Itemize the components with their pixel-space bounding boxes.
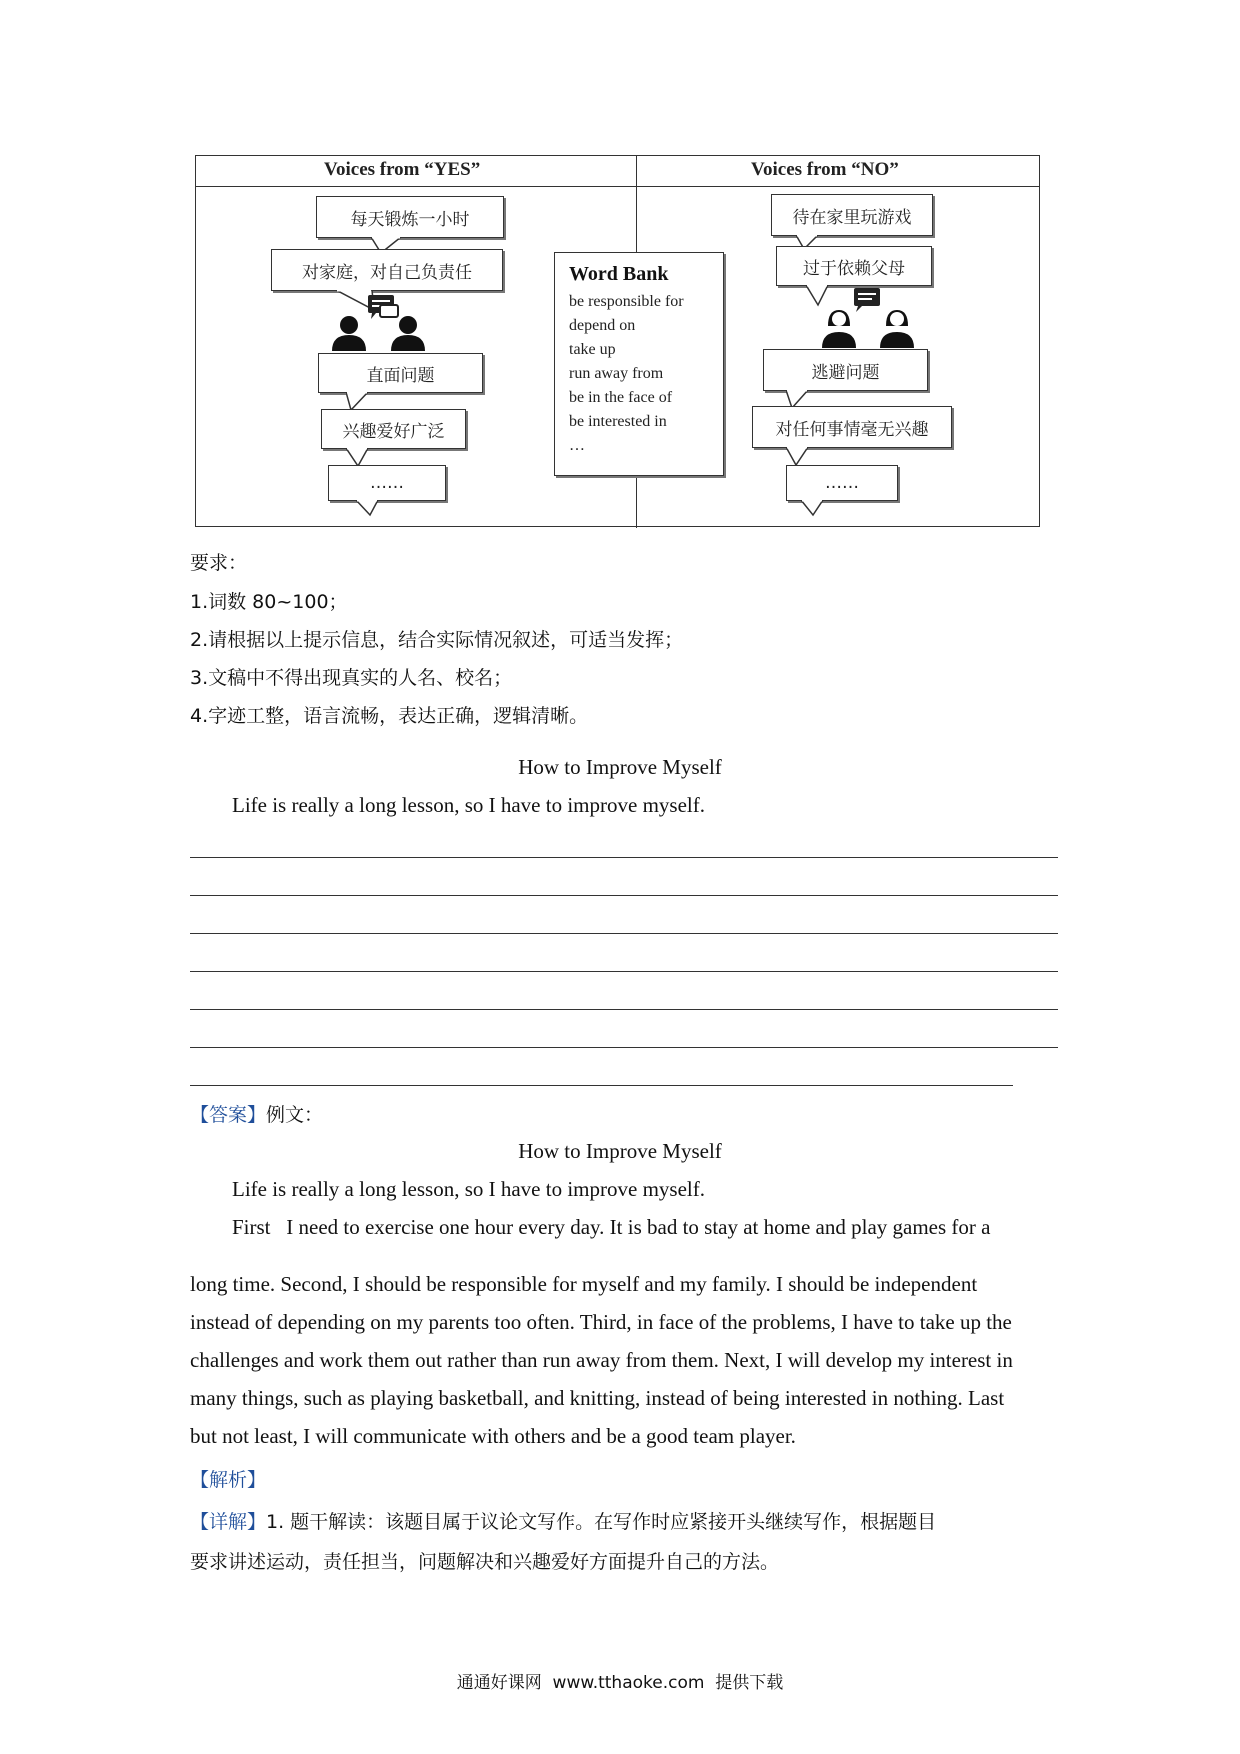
answer-label-row [190,1100,323,1127]
requirements-heading: 要求： [190,552,248,574]
requirement-item: 4.字迹工整，语言流畅，表达正确，逻辑清晰。 [190,705,589,727]
word-bank [554,252,724,476]
requirement-item: 3.文稿中不得出现真实的人名、校名； [190,667,513,689]
writing-line [190,857,1058,858]
page-footer: 通通好课网 www.tthaoke.com 提供下载 [456,1673,784,1693]
answer-label-suffix: 例文： [266,1104,324,1126]
writing-line [190,1009,1058,1010]
detail-text-line1: 1. 题干解读：该题目属于议论文写作。在写作时应紧接开头继续写作，根据题目 [266,1511,937,1533]
word-bank-title: Word Bank [569,263,669,285]
writing-line [190,933,1058,934]
writing-line [190,971,1058,972]
writing-line [190,1085,1013,1086]
answer-title: How to Improve Myself [518,1139,722,1163]
no-bubble-tail [786,447,816,467]
answer-line: First I need to exercise one hour every day. It is bad to stay at home and play games for a [232,1215,991,1239]
word-bank-item: take up [569,341,616,358]
yes-bubble-hobbies: 兴趣爱好广泛 [321,409,466,449]
detail-label: 【详解】 [190,1511,267,1533]
analysis-label: 【解析】 [190,1469,267,1491]
talking-people-icon [316,293,436,355]
answer-line: instead of depending on my parents too often. Third, in face of the problems, I have to take up the [190,1310,1012,1334]
no-bubble-no-interest: 对任何事情毫无兴趣 [752,406,952,448]
detail-text-line2: 要求讲述运动，责任担当，问题解决和兴趣爱好方面提升自己的方法。 [190,1551,780,1573]
answer-line: challenges and work them out rather than run away from them. Next, I will develop my interest in [190,1348,1013,1372]
no-column-header: Voices from “NO” [751,159,899,180]
answer-label: 【答案】 [190,1104,267,1126]
analysis-detail-row [190,1507,936,1534]
yes-bubble-more: …… [328,465,446,501]
no-bubble-more: …… [786,465,898,501]
answer-line: but not least, I will communicate with others and be a good team player. [190,1424,796,1448]
requirement-item: 1.词数 80~100； [190,591,348,613]
figure-center-divider-top [636,156,637,252]
yes-bubble-exercise: 每天锻炼一小时 [316,196,504,238]
answer-line: Life is really a long lesson, so I have to improve myself. [232,1177,705,1201]
word-bank-item: be in the face of [569,389,673,406]
word-bank-item: … [569,437,585,454]
no-bubble-avoid-problems: 逃避问题 [763,349,928,391]
no-bubble-play-games: 待在家里玩游戏 [771,194,933,236]
yes-bubble-responsible: 对家庭，对自己负责任 [271,249,503,291]
voices-figure [195,155,1040,527]
talking-women-icon [806,286,926,350]
prompt-opening-sentence: Life is really a long lesson, so I have to improve myself. [232,793,705,817]
prompt-title: How to Improve Myself [518,755,722,779]
yes-column-header: Voices from “YES” [324,159,481,180]
figure-center-divider-bottom [636,476,637,528]
requirement-item: 2.请根据以上提示信息，结合实际情况叙述，可适当发挥； [190,629,684,651]
writing-line [190,1047,1058,1048]
word-bank-item: be interested in [569,413,667,430]
word-bank-item: run away from [569,365,664,382]
yes-bubble-face-problems: 直面问题 [318,353,483,393]
no-bubble-depend-parents: 过于依赖父母 [776,246,932,286]
figure-header-divider [196,186,1039,187]
answer-line: long time. Second, I should be responsible for myself and my family. I should be independent [190,1272,978,1296]
writing-line [190,895,1058,896]
word-bank-item: depend on [569,317,636,334]
no-bubble-tail [801,500,831,518]
yes-bubble-tail [356,500,386,518]
word-bank-item: be responsible for [569,293,684,310]
answer-line: many things, such as playing basketball, and knitting, instead of being interested in nothing. Last [190,1386,1005,1410]
